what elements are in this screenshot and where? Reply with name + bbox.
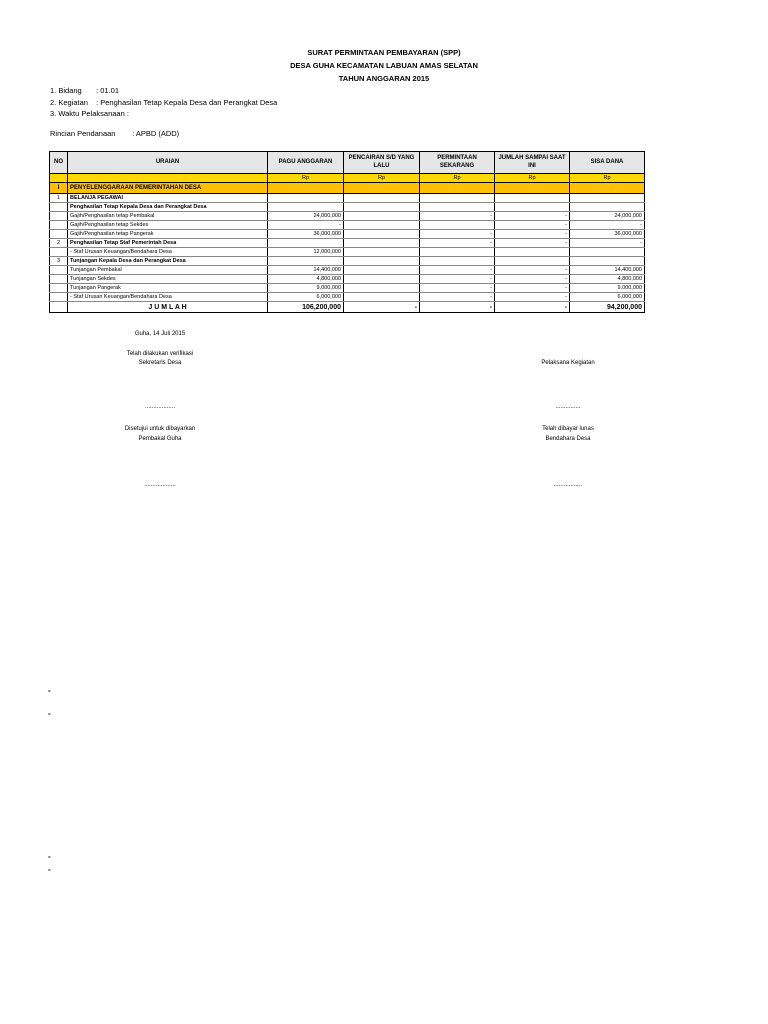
sign-disetujui: Disetujui untuk dibayarkan [124, 426, 196, 432]
cell-uraian: Gajih/Penghasilan tetap Pembakal [68, 212, 268, 221]
cell-sisa: - [570, 239, 645, 248]
cell-no [50, 266, 68, 275]
table-row [50, 248, 645, 257]
cell-sampai: - [495, 284, 570, 293]
total-pagu: 106,200,000 [268, 302, 344, 313]
bullet-mark: - [48, 686, 51, 695]
cell-uraian: Gajih/Penghasilan tetap Pangerak [68, 230, 268, 239]
table-row [50, 194, 645, 203]
cell-pagu: 36,000,000 [268, 230, 344, 239]
cell-sekarang: - [420, 266, 495, 275]
col-header-permintaan: PERMINTAAN SEKARANG [420, 152, 495, 174]
table-row [50, 293, 645, 302]
cell-sekarang: - [420, 293, 495, 302]
bullet-mark: - [48, 852, 51, 861]
cell-uraian: Gajih/Penghasilan tetap Sekdes [68, 221, 268, 230]
cell-uraian: Tunjangan Pangerak [68, 284, 268, 293]
bullet-mark: - [48, 865, 51, 874]
cell-sekarang [420, 203, 495, 212]
cell-sekarang: - [420, 239, 495, 248]
kegiatan-value: : Penghasilan Tetap Kepala Desa dan Perangkat Desa [96, 98, 278, 107]
doc-title-1: SURAT PERMINTAAN PEMBAYARAN (SPP) [307, 48, 461, 57]
sign-dibayar: Telah dibayar lunas [542, 426, 594, 432]
cell-uraian: BELANJA PEGAWAI [68, 194, 268, 203]
cell-sampai: - [495, 275, 570, 284]
sign-pelaksana: Pelaksana Kegiatan [541, 360, 595, 366]
sign-verifikasi: Telah dilakukan verifikasi [126, 351, 194, 357]
total-label: J U M L A H [68, 302, 268, 313]
col-header-sisa: SISA DANA [570, 152, 645, 174]
cell-sisa: 6,000,000 [570, 293, 645, 302]
currency-cell: Rp [495, 174, 570, 183]
cell-uraian: Penghasilan Tetap Staf Pemerintah Desa [68, 239, 268, 248]
section-label: PENYELENGGARAAN PEMERINTAHAN DESA [68, 183, 268, 194]
cell-pagu [268, 194, 344, 203]
kegiatan-label: 2. Kegiatan [50, 98, 88, 107]
cell-lalu [344, 194, 420, 203]
cell-no: 3 [50, 257, 68, 266]
col-header-jumlah: JUMLAH SAMPAI SAAT INI [495, 152, 570, 174]
total-sekarang: - [420, 302, 495, 313]
cell-sekarang: - [420, 284, 495, 293]
cell-no [50, 284, 68, 293]
sign-dots-right-top: ............... [555, 404, 581, 410]
cell-sampai: - [495, 266, 570, 275]
table-row [50, 257, 645, 266]
doc-title-2: DESA GUHA KECAMATAN LABUAN AMAS SELATAN [290, 61, 478, 70]
table-row [50, 275, 645, 284]
rincian-value: : APBD (ADD) [132, 129, 180, 138]
sign-sekretaris: Sekretaris Desa [138, 360, 182, 366]
cell-lalu [344, 266, 420, 275]
currency-cell [68, 174, 268, 183]
cell-sisa [570, 257, 645, 266]
cell-sisa: - [570, 221, 645, 230]
table-row [50, 239, 645, 248]
total-sampai: - [495, 302, 570, 313]
sign-date: Guha, 14 Juli 2015 [134, 331, 186, 337]
rincian-label: Rincian Pendanaan [50, 129, 116, 138]
cell-lalu [344, 230, 420, 239]
meta-rincian [50, 129, 179, 138]
cell-sisa: 36,000,000 [570, 230, 645, 239]
table-row [50, 266, 645, 275]
sign-bendahara: Bendahara Desa [545, 436, 591, 442]
cell-no [50, 203, 68, 212]
cell-no [50, 293, 68, 302]
table-row [50, 212, 645, 221]
currency-cell: Rp [420, 174, 495, 183]
cell-sampai [495, 203, 570, 212]
bidang-label: 1. Bidang [50, 86, 82, 95]
cell-sekarang [420, 221, 495, 230]
cell-uraian: Tunjangan Sekdes [68, 275, 268, 284]
cell-pagu [268, 239, 344, 248]
cell-uraian: Tunjangan Kepala Desa dan Perangkat Desa [68, 257, 268, 266]
table-header-row [50, 152, 645, 174]
cell-lalu [344, 212, 420, 221]
cell-uraian: Penghasilan Tetap Kepala Desa dan Perangkat Desa [68, 203, 268, 212]
bullet-mark: - [48, 709, 51, 718]
cell-no [50, 275, 68, 284]
cell-sekarang: - [420, 230, 495, 239]
cell-uraian: - Staf Urusan Keuangan/Bendahara Desa [68, 248, 268, 257]
cell-pagu: 9,000,000 [268, 284, 344, 293]
table-row [50, 203, 645, 212]
cell-pagu [268, 257, 344, 266]
cell-sekarang: - [420, 212, 495, 221]
cell-lalu [344, 275, 420, 284]
meta-waktu: 3. Waktu Pelaksanaan : [50, 109, 129, 118]
cell-sisa [570, 194, 645, 203]
cell-pagu: 6,000,000 [268, 293, 344, 302]
cell-sekarang: - [420, 275, 495, 284]
section-row [50, 183, 645, 194]
table-row [50, 284, 645, 293]
cell-sisa: 24,000,000 [570, 212, 645, 221]
currency-cell: Rp [344, 174, 420, 183]
cell-lalu [344, 248, 420, 257]
total-lalu: - [344, 302, 420, 313]
cell-sisa [570, 203, 645, 212]
cell-uraian: - Staf Urusan Keuangan/Bendahara Desa [68, 293, 268, 302]
section-no: I [50, 183, 68, 194]
cell-no [50, 212, 68, 221]
cell-uraian: Tunjangan Pembakal [68, 266, 268, 275]
cell-sekarang [420, 257, 495, 266]
bidang-value: : 01.01 [96, 86, 120, 95]
cell-lalu [344, 257, 420, 266]
cell-pagu: - [268, 221, 344, 230]
col-header-pencairan: PENCAIRAN S/D YANG LALU [344, 152, 420, 174]
cell-no [50, 248, 68, 257]
currency-cell [50, 174, 68, 183]
cell-sisa [570, 248, 645, 257]
sign-dots-right-bottom: ................. [553, 482, 583, 488]
col-header-uraian: URAIAN [68, 152, 268, 174]
spp-table [49, 151, 645, 313]
cell-pagu: 24,000,000 [268, 212, 344, 221]
cell-sampai [495, 248, 570, 257]
cell-no: 2 [50, 239, 68, 248]
cell-sampai: - [495, 221, 570, 230]
col-header-no: NO [50, 152, 68, 174]
cell-sisa: 14,400,000 [570, 266, 645, 275]
cell-pagu: 14,400,000 [268, 266, 344, 275]
currency-cell: Rp [268, 174, 344, 183]
cell-sampai: - [495, 212, 570, 221]
cell-sampai: - [495, 230, 570, 239]
cell-sampai [495, 194, 570, 203]
cell-lalu [344, 284, 420, 293]
table-row [50, 230, 645, 239]
cell-no [50, 221, 68, 230]
cell-lalu [344, 293, 420, 302]
total-sisa: 94,200,000 [570, 302, 645, 313]
currency-row [50, 174, 645, 183]
doc-title-3: TAHUN ANGGARAN 2015 [338, 74, 430, 83]
cell-lalu [344, 221, 420, 230]
cell-sampai [495, 257, 570, 266]
cell-sekarang [420, 248, 495, 257]
meta-bidang [50, 86, 119, 95]
total-row [50, 302, 645, 313]
col-header-pagu: PAGU ANGGARAN [268, 152, 344, 174]
sign-dots-left-bottom: ................... [144, 482, 176, 488]
cell-pagu: 12,000,000 [268, 248, 344, 257]
cell-lalu [344, 203, 420, 212]
cell-pagu: 4,800,000 [268, 275, 344, 284]
meta-kegiatan [50, 98, 277, 107]
cell-no [50, 230, 68, 239]
cell-sampai: - [495, 293, 570, 302]
sign-pembakal: Pembakal Guha [138, 436, 182, 442]
cell-no: 1 [50, 194, 68, 203]
cell-sampai: - [495, 239, 570, 248]
cell-sekarang [420, 194, 495, 203]
cell-lalu [344, 239, 420, 248]
cell-pagu [268, 203, 344, 212]
cell-sisa: 9,000,000 [570, 284, 645, 293]
sign-dots-left-top: .................. [144, 404, 175, 410]
cell-sisa: 4,800,000 [570, 275, 645, 284]
currency-cell: Rp [570, 174, 645, 183]
table-row [50, 221, 645, 230]
